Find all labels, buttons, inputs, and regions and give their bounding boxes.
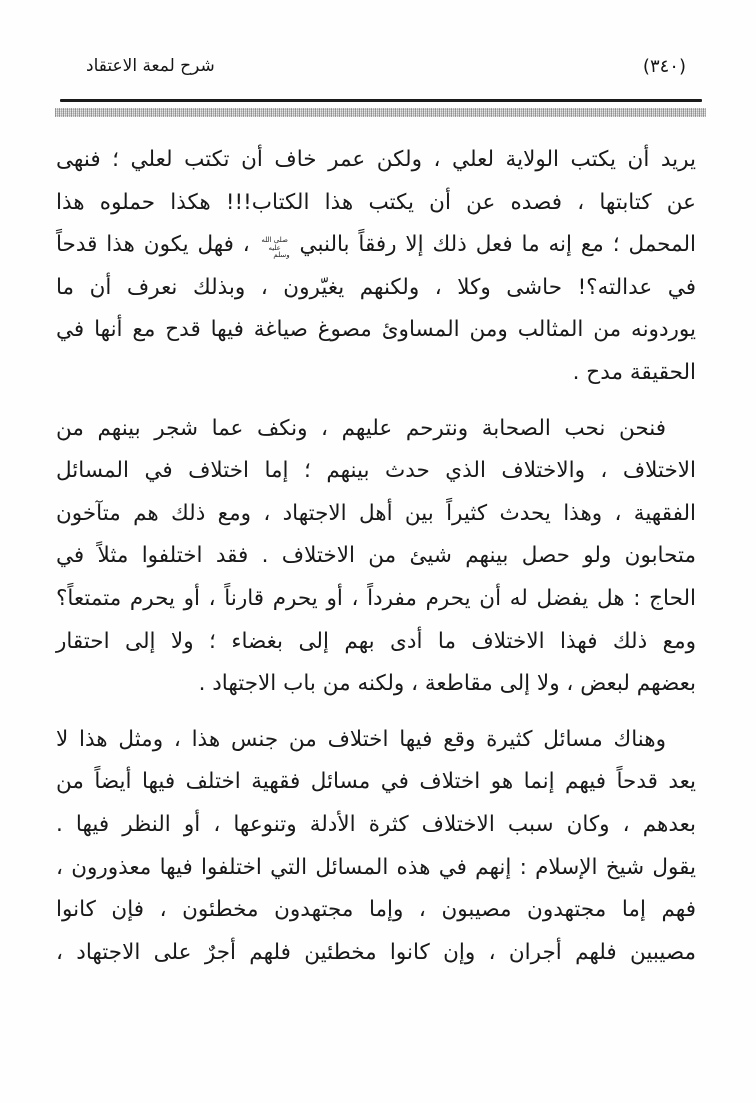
text-line: ومع ذلك فهذا الاختلاف ما أدى بهم إلى بغضاء ؛ ولا إلى احتقار <box>56 628 696 654</box>
text-line: فنحن نحب الصحابة ونترحم عليهم ، ونكف عما شجر بينهم من <box>56 415 666 441</box>
text-line: يقول شيخ الإسلام : إنهم في هذه المسائل التي اختلفوا فيها معذورون ، <box>56 854 696 880</box>
text-line: وهناك مسائل كثيرة وقع فيها اختلاف من جنس هذا ، ومثل هذا لا <box>56 726 666 752</box>
paragraph <box>56 719 696 975</box>
text-line: بعدهم ، وكان سبب الاختلاف كثرة الأدلة وتنوعها ، أو النظر فيها . <box>56 811 696 837</box>
text-line: فهم إما مجتهدون مصيبون ، وإما مجتهدون مخطئون ، فإن كانوا <box>56 897 696 923</box>
header-page-number: (٣٤٠) <box>642 56 686 77</box>
text-line: الاختلاف ، والاختلاف الذي حدث بينهم ؛ إما اختلاف في المسائل <box>56 458 696 484</box>
text-line: يوردونه من المثالب ومن المساوئ مصوغ صياغة فيها قدح مع أنها في <box>56 317 696 343</box>
text-line: مصيبين فلهم أجران ، وإن كانوا مخطئين فلهم أجرٌ على الاجتهاد ، <box>56 939 696 965</box>
text-line: متحابون ولو حصل بينهم شيئ من الاختلاف . فقد اختلفوا مثلاً في <box>56 543 696 569</box>
text-line: الحاج : هل يفضل له أن يحرم مفرداً ، أو يحرم قارناً ، أو يحرم متمتعاً؟ <box>56 585 696 611</box>
text-line: في عدالته؟! حاشى وكلا ، ولكنهم يغيّرون ، وبذلك نعرف أن ما <box>56 274 696 300</box>
page-body <box>56 139 696 974</box>
text-line: عن كتابتها ، فصده عن أن يكتب هذا الكتاب!!! هكذا حملوه هذا <box>56 189 696 215</box>
paragraph <box>56 139 696 395</box>
header-book-title: شرح لمعة الاعتقاد <box>86 56 215 76</box>
text-line: يعد قدحاً فيهم إنما هو اختلاف في مسائل فقهية اختلف فيها أيضاً من <box>56 769 696 795</box>
pbuh-honorific-icon: صلى الله عليه وسلم <box>261 236 290 260</box>
paragraph <box>56 408 696 706</box>
header-rule-halftone-band <box>55 108 706 117</box>
header-rule-solid <box>60 99 702 102</box>
text-line: الفقهية ، وهذا يحدث كثيراً بين أهل الاجتهاد ، ومع ذلك هم متآخون <box>56 500 696 526</box>
text-line: الحقيقة مدح . <box>572 359 696 385</box>
text-line: المحمل ؛ مع إنه ما فعل ذلك إلا رفقاً بالنبي صلى الله عليه وسلم ، فهل يكون هذا قدحاً <box>56 232 696 260</box>
text-line: يريد أن يكتب الولاية لعلي ، ولكن عمر خاف أن تكتب لعلي ؛ فنهى <box>56 147 696 172</box>
text-line: بعضهم لبعض ، ولا إلى مقاطعة ، ولكنه من باب الاجتهاد . <box>198 671 696 697</box>
